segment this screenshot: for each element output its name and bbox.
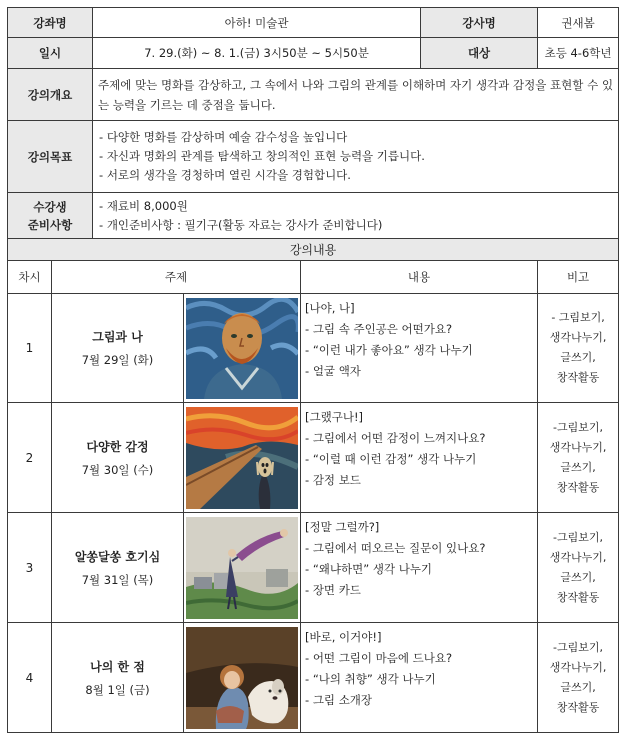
prep-label-line: 수강생 bbox=[33, 199, 67, 214]
session-title: 다양한 감정 bbox=[86, 439, 149, 454]
col-header-topic: 주제 bbox=[52, 261, 301, 294]
session-note bbox=[538, 513, 619, 623]
session-content-lead: [나야, 나] bbox=[305, 301, 355, 315]
session-row bbox=[8, 294, 619, 403]
session-content-item: - 장면 카드 bbox=[305, 580, 535, 601]
session-note-line: 생각나누기, bbox=[549, 660, 607, 674]
session-content-lead: [바로, 이거야!] bbox=[305, 630, 382, 644]
session-content-item: - “이럴 때 이런 감정” 생각 나누기 bbox=[305, 449, 535, 470]
session-content-lead: [그랬구나!] bbox=[305, 410, 364, 424]
session-title: 그림과 나 bbox=[92, 330, 143, 344]
session-content bbox=[301, 623, 538, 733]
session-date: 8월 1일 (금) bbox=[85, 682, 150, 697]
session-date: 7월 30일 (수) bbox=[81, 462, 154, 477]
schedule-value: 7. 29.(화) ~ 8. 1.(금) 3시50분 ~ 5시50분 bbox=[93, 38, 421, 69]
goals-label: 강의목표 bbox=[8, 121, 93, 193]
session-number: 4 bbox=[8, 623, 52, 733]
session-number: 1 bbox=[8, 294, 52, 403]
session-note-line: 글쓰기, bbox=[560, 351, 596, 364]
session-date: 7월 31일 (목) bbox=[81, 572, 154, 587]
session-content-item: - 그림 소개장 bbox=[305, 690, 535, 711]
session-note-line: 창작활동 bbox=[556, 590, 600, 604]
goal-item: - 다양한 명화를 감상하며 예술 감수성을 높입니다 bbox=[99, 128, 612, 147]
session-row bbox=[8, 403, 619, 513]
floating-couple-painting bbox=[186, 517, 298, 619]
session-row bbox=[8, 513, 619, 623]
session-note-line: 글쓰기, bbox=[560, 680, 596, 694]
session-topic bbox=[52, 403, 184, 513]
schedule-label: 일시 bbox=[8, 38, 93, 69]
session-painting bbox=[184, 513, 301, 623]
session-content-item: - 그림 속 주인공은 어떤가요? bbox=[305, 319, 535, 340]
session-painting bbox=[184, 294, 301, 403]
goals-list bbox=[93, 121, 619, 193]
course-table bbox=[7, 7, 619, 733]
session-note-line: -그림보기, bbox=[553, 530, 604, 544]
col-header-note: 비고 bbox=[538, 261, 619, 294]
session-note bbox=[538, 294, 619, 403]
session-content-item: - 그림에서 떠오르는 질문이 있나요? bbox=[305, 538, 535, 559]
session-content-item: - 어떤 그림이 마음에 드나요? bbox=[305, 648, 535, 669]
session-number: 3 bbox=[8, 513, 52, 623]
self-portrait-painting bbox=[186, 298, 298, 399]
target-label: 대상 bbox=[421, 38, 538, 69]
goal-item: - 서로의 생각을 경청하며 열린 시각을 경험합니다. bbox=[99, 166, 612, 185]
session-number: 2 bbox=[8, 403, 52, 513]
col-header-session: 차시 bbox=[8, 261, 52, 294]
session-content bbox=[301, 403, 538, 513]
session-note-line: 창작활동 bbox=[556, 480, 600, 494]
session-painting bbox=[184, 623, 301, 733]
session-note-line: -그림보기, bbox=[553, 420, 604, 434]
session-note-line: 생각나누기, bbox=[549, 331, 607, 344]
session-note bbox=[538, 403, 619, 513]
instructor-value: 권새봄 bbox=[538, 8, 619, 38]
goal-item: - 자신과 명화의 관계를 탐색하고 창의적인 표현 능력을 기릅니다. bbox=[99, 147, 612, 166]
overview-label: 강의개요 bbox=[8, 69, 93, 121]
overview-text: 주제에 맞는 명화를 감상하고, 그 속에서 나와 그림의 관계를 이해하며 자기 생각과 감정을 표현할 수 있는 능력을 기르는 데 중점을 둡니다. bbox=[93, 69, 619, 121]
course-name-value: 아하! 미술관 bbox=[93, 8, 421, 38]
session-note bbox=[538, 623, 619, 733]
session-content bbox=[301, 294, 538, 403]
session-title: 알쏭달쏭 호기심 bbox=[74, 549, 161, 564]
session-title: 나의 한 점 bbox=[90, 659, 145, 674]
session-note-line: -그림보기, bbox=[553, 640, 604, 654]
session-topic bbox=[52, 294, 184, 403]
prep-label-line: 준비사항 bbox=[27, 217, 73, 232]
session-row bbox=[8, 623, 619, 733]
session-content-lead: [정말 그럴까?] bbox=[305, 520, 380, 534]
prep-item: - 개인준비사항 : 필기구(활동 자료는 강사가 준비합니다) bbox=[99, 216, 612, 235]
session-content-item: - “왜냐하면” 생각 나누기 bbox=[305, 559, 535, 580]
session-topic bbox=[52, 623, 184, 733]
course-document bbox=[7, 7, 618, 733]
session-content-item: - 그림에서 어떤 감정이 느껴지나요? bbox=[305, 428, 535, 449]
girl-with-dog-painting bbox=[186, 627, 298, 729]
session-painting bbox=[184, 403, 301, 513]
instructor-label: 강사명 bbox=[421, 8, 538, 38]
session-content-item: - 감정 보드 bbox=[305, 470, 535, 491]
scream-painting bbox=[186, 407, 298, 509]
session-note-line: 창작활동 bbox=[556, 371, 600, 384]
section-title: 강의내용 bbox=[8, 239, 619, 261]
course-name-label: 강좌명 bbox=[8, 8, 93, 38]
prep-list bbox=[93, 193, 619, 239]
session-content-item: - “나의 취향” 생각 나누기 bbox=[305, 669, 535, 690]
session-topic bbox=[52, 513, 184, 623]
session-content-item: - 얼굴 액자 bbox=[305, 361, 535, 382]
session-content bbox=[301, 513, 538, 623]
session-date: 7월 29일 (화) bbox=[81, 353, 154, 367]
session-note-line: - 그림보기, bbox=[551, 311, 605, 324]
session-content-item: - “이런 내가 좋아요” 생각 나누기 bbox=[305, 340, 535, 361]
prep-label bbox=[8, 193, 93, 239]
session-note-line: 생각나누기, bbox=[549, 440, 607, 454]
col-header-content: 내용 bbox=[301, 261, 538, 294]
session-note-line: 창작활동 bbox=[556, 700, 600, 714]
prep-item: - 재료비 8,000원 bbox=[99, 197, 612, 216]
session-note-line: 생각나누기, bbox=[549, 550, 607, 564]
target-value: 초등 4-6학년 bbox=[538, 38, 619, 69]
session-note-line: 글쓰기, bbox=[560, 570, 596, 584]
session-note-line: 글쓰기, bbox=[560, 460, 596, 474]
